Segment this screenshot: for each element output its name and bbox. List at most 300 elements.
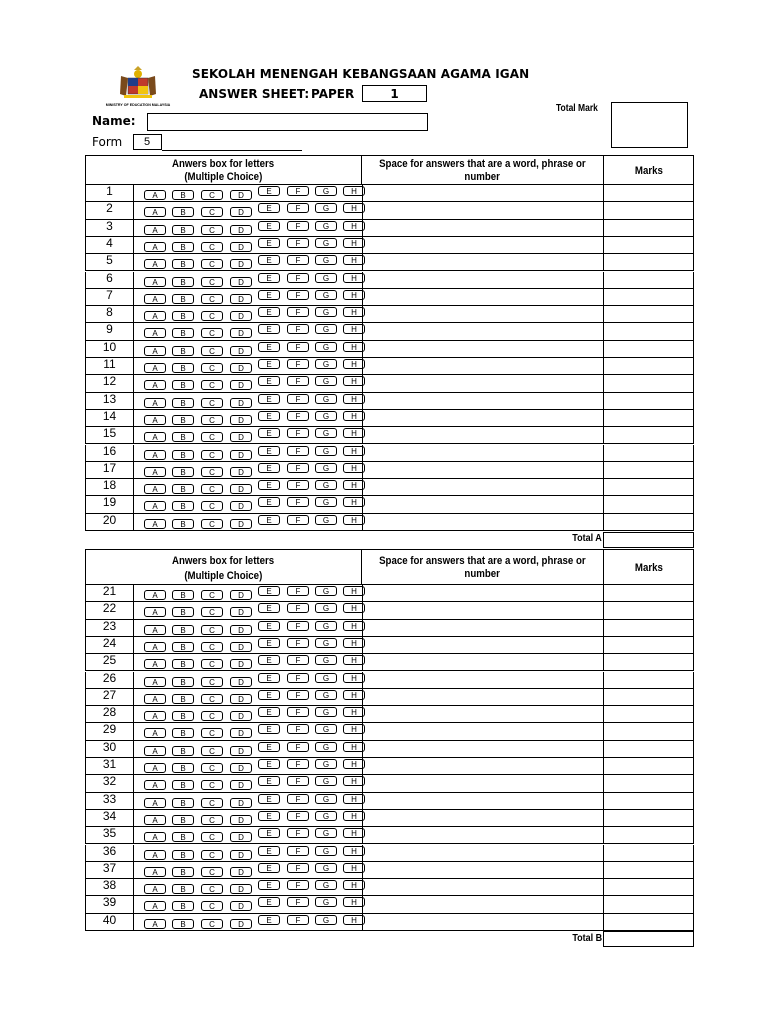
option-g-bubble[interactable]: G: [315, 463, 337, 473]
option-a-bubble[interactable]: A: [144, 328, 166, 338]
option-d-bubble[interactable]: D: [230, 415, 252, 425]
option-a-bubble[interactable]: A: [144, 225, 166, 235]
marks-cell[interactable]: [603, 585, 694, 602]
option-g-bubble[interactable]: G: [315, 515, 337, 525]
option-e-bubble[interactable]: E: [258, 446, 280, 456]
option-c-bubble[interactable]: C: [201, 380, 223, 390]
option-f-bubble[interactable]: F: [287, 880, 309, 890]
option-h-bubble[interactable]: H: [343, 828, 365, 838]
option-c-bubble[interactable]: C: [201, 746, 223, 756]
option-b-bubble[interactable]: B: [172, 901, 194, 911]
option-g-bubble[interactable]: G: [315, 742, 337, 752]
option-g-bubble[interactable]: G: [315, 811, 337, 821]
option-a-bubble[interactable]: A: [144, 780, 166, 790]
option-e-bubble[interactable]: E: [258, 828, 280, 838]
option-d-bubble[interactable]: D: [230, 815, 252, 825]
option-d-bubble[interactable]: D: [230, 207, 252, 217]
option-h-bubble[interactable]: H: [343, 324, 365, 334]
written-answer-cell[interactable]: [362, 758, 603, 775]
marks-cell[interactable]: [603, 358, 694, 375]
option-f-bubble[interactable]: F: [287, 707, 309, 717]
written-answer-cell[interactable]: [362, 496, 603, 513]
option-g-bubble[interactable]: G: [315, 724, 337, 734]
option-d-bubble[interactable]: D: [230, 850, 252, 860]
marks-cell[interactable]: [603, 896, 694, 913]
option-a-bubble[interactable]: A: [144, 415, 166, 425]
option-h-bubble[interactable]: H: [343, 638, 365, 648]
option-f-bubble[interactable]: F: [287, 273, 309, 283]
marks-cell[interactable]: [603, 254, 694, 271]
option-g-bubble[interactable]: G: [315, 759, 337, 769]
option-b-bubble[interactable]: B: [172, 328, 194, 338]
option-e-bubble[interactable]: E: [258, 724, 280, 734]
option-d-bubble[interactable]: D: [230, 346, 252, 356]
marks-cell[interactable]: [603, 410, 694, 427]
option-c-bubble[interactable]: C: [201, 625, 223, 635]
option-d-bubble[interactable]: D: [230, 659, 252, 669]
written-answer-cell[interactable]: [362, 393, 603, 410]
option-e-bubble[interactable]: E: [258, 186, 280, 196]
option-f-bubble[interactable]: F: [287, 238, 309, 248]
written-answer-cell[interactable]: [362, 306, 603, 323]
option-d-bubble[interactable]: D: [230, 225, 252, 235]
option-d-bubble[interactable]: D: [230, 432, 252, 442]
option-f-bubble[interactable]: F: [287, 638, 309, 648]
marks-cell[interactable]: [603, 393, 694, 410]
option-a-bubble[interactable]: A: [144, 728, 166, 738]
option-f-bubble[interactable]: F: [287, 290, 309, 300]
option-g-bubble[interactable]: G: [315, 411, 337, 421]
option-h-bubble[interactable]: H: [343, 497, 365, 507]
option-c-bubble[interactable]: C: [201, 798, 223, 808]
option-c-bubble[interactable]: C: [201, 867, 223, 877]
option-h-bubble[interactable]: H: [343, 255, 365, 265]
option-e-bubble[interactable]: E: [258, 203, 280, 213]
option-c-bubble[interactable]: C: [201, 311, 223, 321]
option-g-bubble[interactable]: G: [315, 428, 337, 438]
option-a-bubble[interactable]: A: [144, 590, 166, 600]
option-f-bubble[interactable]: F: [287, 411, 309, 421]
option-e-bubble[interactable]: E: [258, 863, 280, 873]
option-h-bubble[interactable]: H: [343, 673, 365, 683]
option-f-bubble[interactable]: F: [287, 846, 309, 856]
marks-cell[interactable]: [603, 689, 694, 706]
option-b-bubble[interactable]: B: [172, 467, 194, 477]
option-c-bubble[interactable]: C: [201, 659, 223, 669]
option-h-bubble[interactable]: H: [343, 915, 365, 925]
marks-cell[interactable]: [603, 758, 694, 775]
option-d-bubble[interactable]: D: [230, 259, 252, 269]
written-answer-cell[interactable]: [362, 202, 603, 219]
option-g-bubble[interactable]: G: [315, 255, 337, 265]
option-a-bubble[interactable]: A: [144, 467, 166, 477]
written-answer-cell[interactable]: [362, 896, 603, 913]
written-answer-cell[interactable]: [362, 793, 603, 810]
option-a-bubble[interactable]: A: [144, 277, 166, 287]
option-e-bubble[interactable]: E: [258, 586, 280, 596]
option-a-bubble[interactable]: A: [144, 694, 166, 704]
option-a-bubble[interactable]: A: [144, 207, 166, 217]
option-f-bubble[interactable]: F: [287, 359, 309, 369]
option-c-bubble[interactable]: C: [201, 711, 223, 721]
option-g-bubble[interactable]: G: [315, 376, 337, 386]
option-a-bubble[interactable]: A: [144, 346, 166, 356]
option-e-bubble[interactable]: E: [258, 603, 280, 613]
option-f-bubble[interactable]: F: [287, 428, 309, 438]
option-e-bubble[interactable]: E: [258, 707, 280, 717]
total-mark-field[interactable]: [611, 102, 688, 148]
option-e-bubble[interactable]: E: [258, 846, 280, 856]
written-answer-cell[interactable]: [362, 427, 603, 444]
option-h-bubble[interactable]: H: [343, 742, 365, 752]
option-c-bubble[interactable]: C: [201, 225, 223, 235]
option-d-bubble[interactable]: D: [230, 190, 252, 200]
option-h-bubble[interactable]: H: [343, 307, 365, 317]
option-a-bubble[interactable]: A: [144, 901, 166, 911]
written-answer-cell[interactable]: [362, 723, 603, 740]
option-b-bubble[interactable]: B: [172, 780, 194, 790]
option-f-bubble[interactable]: F: [287, 897, 309, 907]
marks-cell[interactable]: [603, 462, 694, 479]
marks-cell[interactable]: [603, 602, 694, 619]
option-g-bubble[interactable]: G: [315, 359, 337, 369]
option-e-bubble[interactable]: E: [258, 428, 280, 438]
option-d-bubble[interactable]: D: [230, 380, 252, 390]
option-f-bubble[interactable]: F: [287, 203, 309, 213]
option-c-bubble[interactable]: C: [201, 190, 223, 200]
option-a-bubble[interactable]: A: [144, 798, 166, 808]
option-b-bubble[interactable]: B: [172, 746, 194, 756]
option-h-bubble[interactable]: H: [343, 428, 365, 438]
option-a-bubble[interactable]: A: [144, 884, 166, 894]
written-answer-cell[interactable]: [362, 410, 603, 427]
option-f-bubble[interactable]: F: [287, 480, 309, 490]
option-e-bubble[interactable]: E: [258, 290, 280, 300]
option-a-bubble[interactable]: A: [144, 363, 166, 373]
option-b-bubble[interactable]: B: [172, 642, 194, 652]
option-a-bubble[interactable]: A: [144, 815, 166, 825]
option-f-bubble[interactable]: F: [287, 915, 309, 925]
option-f-bubble[interactable]: F: [287, 255, 309, 265]
written-answer-cell[interactable]: [362, 810, 603, 827]
option-h-bubble[interactable]: H: [343, 621, 365, 631]
option-d-bubble[interactable]: D: [230, 832, 252, 842]
option-b-bubble[interactable]: B: [172, 694, 194, 704]
option-c-bubble[interactable]: C: [201, 467, 223, 477]
option-c-bubble[interactable]: C: [201, 328, 223, 338]
written-answer-cell[interactable]: [362, 220, 603, 237]
option-e-bubble[interactable]: E: [258, 238, 280, 248]
option-d-bubble[interactable]: D: [230, 519, 252, 529]
marks-cell[interactable]: [603, 862, 694, 879]
option-b-bubble[interactable]: B: [172, 346, 194, 356]
marks-cell[interactable]: [603, 672, 694, 689]
option-c-bubble[interactable]: C: [201, 415, 223, 425]
option-c-bubble[interactable]: C: [201, 642, 223, 652]
marks-cell[interactable]: [603, 706, 694, 723]
option-d-bubble[interactable]: D: [230, 294, 252, 304]
marks-cell[interactable]: [603, 220, 694, 237]
marks-cell[interactable]: [603, 514, 694, 531]
written-answer-cell[interactable]: [362, 585, 603, 602]
option-c-bubble[interactable]: C: [201, 763, 223, 773]
option-e-bubble[interactable]: E: [258, 776, 280, 786]
marks-cell[interactable]: [603, 879, 694, 896]
option-c-bubble[interactable]: C: [201, 346, 223, 356]
option-d-bubble[interactable]: D: [230, 884, 252, 894]
written-answer-cell[interactable]: [362, 272, 603, 289]
marks-cell[interactable]: [603, 289, 694, 306]
option-h-bubble[interactable]: H: [343, 655, 365, 665]
written-answer-cell[interactable]: [362, 862, 603, 879]
option-d-bubble[interactable]: D: [230, 242, 252, 252]
written-answer-cell[interactable]: [362, 185, 603, 202]
option-b-bubble[interactable]: B: [172, 519, 194, 529]
option-c-bubble[interactable]: C: [201, 815, 223, 825]
option-g-bubble[interactable]: G: [315, 603, 337, 613]
option-c-bubble[interactable]: C: [201, 432, 223, 442]
option-a-bubble[interactable]: A: [144, 259, 166, 269]
option-a-bubble[interactable]: A: [144, 607, 166, 617]
option-g-bubble[interactable]: G: [315, 690, 337, 700]
option-e-bubble[interactable]: E: [258, 515, 280, 525]
option-h-bubble[interactable]: H: [343, 186, 365, 196]
option-f-bubble[interactable]: F: [287, 221, 309, 231]
option-a-bubble[interactable]: A: [144, 294, 166, 304]
marks-cell[interactable]: [603, 306, 694, 323]
option-h-bubble[interactable]: H: [343, 897, 365, 907]
option-g-bubble[interactable]: G: [315, 621, 337, 631]
option-f-bubble[interactable]: F: [287, 690, 309, 700]
option-a-bubble[interactable]: A: [144, 711, 166, 721]
option-f-bubble[interactable]: F: [287, 759, 309, 769]
option-g-bubble[interactable]: G: [315, 846, 337, 856]
option-e-bubble[interactable]: E: [258, 915, 280, 925]
option-e-bubble[interactable]: E: [258, 811, 280, 821]
option-d-bubble[interactable]: D: [230, 711, 252, 721]
option-g-bubble[interactable]: G: [315, 638, 337, 648]
option-g-bubble[interactable]: G: [315, 655, 337, 665]
option-g-bubble[interactable]: G: [315, 915, 337, 925]
written-answer-cell[interactable]: [362, 323, 603, 340]
option-a-bubble[interactable]: A: [144, 763, 166, 773]
option-b-bubble[interactable]: B: [172, 380, 194, 390]
marks-cell[interactable]: [603, 323, 694, 340]
option-f-bubble[interactable]: F: [287, 586, 309, 596]
written-answer-cell[interactable]: [362, 879, 603, 896]
option-c-bubble[interactable]: C: [201, 484, 223, 494]
option-g-bubble[interactable]: G: [315, 707, 337, 717]
option-f-bubble[interactable]: F: [287, 621, 309, 631]
option-d-bubble[interactable]: D: [230, 625, 252, 635]
option-f-bubble[interactable]: F: [287, 463, 309, 473]
written-answer-cell[interactable]: [362, 289, 603, 306]
option-d-bubble[interactable]: D: [230, 867, 252, 877]
option-g-bubble[interactable]: G: [315, 342, 337, 352]
marks-cell[interactable]: [603, 375, 694, 392]
option-c-bubble[interactable]: C: [201, 398, 223, 408]
option-c-bubble[interactable]: C: [201, 207, 223, 217]
option-d-bubble[interactable]: D: [230, 328, 252, 338]
option-d-bubble[interactable]: D: [230, 780, 252, 790]
option-c-bubble[interactable]: C: [201, 694, 223, 704]
option-c-bubble[interactable]: C: [201, 677, 223, 687]
option-b-bubble[interactable]: B: [172, 815, 194, 825]
option-e-bubble[interactable]: E: [258, 307, 280, 317]
marks-cell[interactable]: [603, 272, 694, 289]
option-h-bubble[interactable]: H: [343, 203, 365, 213]
option-a-bubble[interactable]: A: [144, 432, 166, 442]
option-g-bubble[interactable]: G: [315, 221, 337, 231]
option-g-bubble[interactable]: G: [315, 794, 337, 804]
option-f-bubble[interactable]: F: [287, 515, 309, 525]
option-h-bubble[interactable]: H: [343, 724, 365, 734]
option-a-bubble[interactable]: A: [144, 746, 166, 756]
option-h-bubble[interactable]: H: [343, 394, 365, 404]
option-c-bubble[interactable]: C: [201, 277, 223, 287]
option-d-bubble[interactable]: D: [230, 607, 252, 617]
form-field[interactable]: 5: [133, 134, 162, 150]
option-f-bubble[interactable]: F: [287, 376, 309, 386]
option-b-bubble[interactable]: B: [172, 711, 194, 721]
option-h-bubble[interactable]: H: [343, 238, 365, 248]
marks-cell[interactable]: [603, 445, 694, 462]
option-f-bubble[interactable]: F: [287, 863, 309, 873]
marks-cell[interactable]: [603, 341, 694, 358]
option-f-bubble[interactable]: F: [287, 446, 309, 456]
option-h-bubble[interactable]: H: [343, 359, 365, 369]
option-f-bubble[interactable]: F: [287, 794, 309, 804]
option-g-bubble[interactable]: G: [315, 480, 337, 490]
option-e-bubble[interactable]: E: [258, 463, 280, 473]
marks-cell[interactable]: [603, 202, 694, 219]
option-h-bubble[interactable]: H: [343, 586, 365, 596]
option-c-bubble[interactable]: C: [201, 780, 223, 790]
option-e-bubble[interactable]: E: [258, 794, 280, 804]
marks-cell[interactable]: [603, 845, 694, 862]
written-answer-cell[interactable]: [362, 254, 603, 271]
written-answer-cell[interactable]: [362, 706, 603, 723]
option-b-bubble[interactable]: B: [172, 259, 194, 269]
option-e-bubble[interactable]: E: [258, 411, 280, 421]
option-b-bubble[interactable]: B: [172, 242, 194, 252]
option-b-bubble[interactable]: B: [172, 225, 194, 235]
option-h-bubble[interactable]: H: [343, 342, 365, 352]
option-d-bubble[interactable]: D: [230, 677, 252, 687]
option-a-bubble[interactable]: A: [144, 850, 166, 860]
option-b-bubble[interactable]: B: [172, 590, 194, 600]
option-c-bubble[interactable]: C: [201, 607, 223, 617]
option-d-bubble[interactable]: D: [230, 901, 252, 911]
written-answer-cell[interactable]: [362, 341, 603, 358]
option-f-bubble[interactable]: F: [287, 776, 309, 786]
option-b-bubble[interactable]: B: [172, 677, 194, 687]
option-c-bubble[interactable]: C: [201, 501, 223, 511]
option-h-bubble[interactable]: H: [343, 273, 365, 283]
option-e-bubble[interactable]: E: [258, 759, 280, 769]
option-g-bubble[interactable]: G: [315, 586, 337, 596]
option-a-bubble[interactable]: A: [144, 311, 166, 321]
option-b-bubble[interactable]: B: [172, 850, 194, 860]
option-e-bubble[interactable]: E: [258, 359, 280, 369]
option-f-bubble[interactable]: F: [287, 655, 309, 665]
option-e-bubble[interactable]: E: [258, 342, 280, 352]
option-b-bubble[interactable]: B: [172, 398, 194, 408]
marks-cell[interactable]: [603, 237, 694, 254]
option-b-bubble[interactable]: B: [172, 607, 194, 617]
written-answer-cell[interactable]: [362, 914, 603, 931]
marks-cell[interactable]: [603, 654, 694, 671]
marks-cell[interactable]: [603, 637, 694, 654]
written-answer-cell[interactable]: [362, 514, 603, 531]
option-f-bubble[interactable]: F: [287, 497, 309, 507]
option-c-bubble[interactable]: C: [201, 832, 223, 842]
option-f-bubble[interactable]: F: [287, 828, 309, 838]
written-answer-cell[interactable]: [362, 827, 603, 844]
option-d-bubble[interactable]: D: [230, 450, 252, 460]
written-answer-cell[interactable]: [362, 672, 603, 689]
option-c-bubble[interactable]: C: [201, 919, 223, 929]
option-g-bubble[interactable]: G: [315, 497, 337, 507]
option-g-bubble[interactable]: G: [315, 897, 337, 907]
option-f-bubble[interactable]: F: [287, 742, 309, 752]
option-a-bubble[interactable]: A: [144, 380, 166, 390]
option-h-bubble[interactable]: H: [343, 515, 365, 525]
option-f-bubble[interactable]: F: [287, 324, 309, 334]
option-b-bubble[interactable]: B: [172, 207, 194, 217]
option-c-bubble[interactable]: C: [201, 450, 223, 460]
option-d-bubble[interactable]: D: [230, 363, 252, 373]
option-b-bubble[interactable]: B: [172, 501, 194, 511]
option-h-bubble[interactable]: H: [343, 376, 365, 386]
option-c-bubble[interactable]: C: [201, 294, 223, 304]
option-e-bubble[interactable]: E: [258, 690, 280, 700]
option-c-bubble[interactable]: C: [201, 590, 223, 600]
name-field[interactable]: [147, 113, 428, 131]
option-b-bubble[interactable]: B: [172, 832, 194, 842]
marks-cell[interactable]: [603, 810, 694, 827]
option-d-bubble[interactable]: D: [230, 642, 252, 652]
marks-cell[interactable]: [603, 793, 694, 810]
paper-number-field[interactable]: 1: [362, 85, 427, 102]
option-b-bubble[interactable]: B: [172, 484, 194, 494]
option-a-bubble[interactable]: A: [144, 484, 166, 494]
option-d-bubble[interactable]: D: [230, 763, 252, 773]
option-h-bubble[interactable]: H: [343, 411, 365, 421]
marks-cell[interactable]: [603, 827, 694, 844]
option-e-bubble[interactable]: E: [258, 742, 280, 752]
option-g-bubble[interactable]: G: [315, 273, 337, 283]
written-answer-cell[interactable]: [362, 462, 603, 479]
option-f-bubble[interactable]: F: [287, 394, 309, 404]
option-g-bubble[interactable]: G: [315, 394, 337, 404]
option-g-bubble[interactable]: G: [315, 776, 337, 786]
option-e-bubble[interactable]: E: [258, 324, 280, 334]
option-h-bubble[interactable]: H: [343, 463, 365, 473]
option-b-bubble[interactable]: B: [172, 798, 194, 808]
option-a-bubble[interactable]: A: [144, 450, 166, 460]
option-a-bubble[interactable]: A: [144, 919, 166, 929]
option-f-bubble[interactable]: F: [287, 603, 309, 613]
marks-cell[interactable]: [603, 427, 694, 444]
option-d-bubble[interactable]: D: [230, 919, 252, 929]
written-answer-cell[interactable]: [362, 654, 603, 671]
option-e-bubble[interactable]: E: [258, 655, 280, 665]
marks-cell[interactable]: [603, 185, 694, 202]
marks-cell[interactable]: [603, 914, 694, 931]
option-a-bubble[interactable]: A: [144, 242, 166, 252]
written-answer-cell[interactable]: [362, 845, 603, 862]
